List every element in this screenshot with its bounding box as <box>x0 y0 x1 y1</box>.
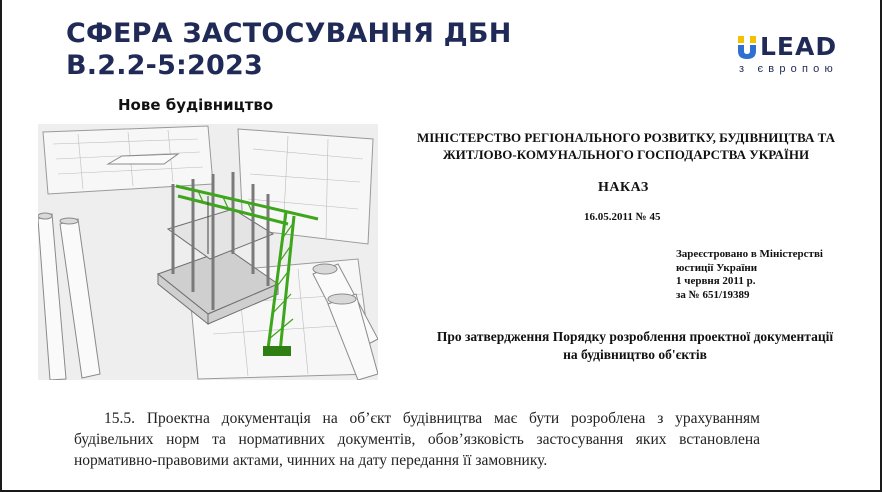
order-date-number: 16.05.2011 № 45 <box>584 211 661 223</box>
frame-left-border <box>0 0 2 492</box>
ulead-logo <box>736 34 856 78</box>
section-subtitle: Нове будівництво <box>118 96 274 114</box>
ulead-u-mark-icon <box>736 36 758 60</box>
order-heading: НАКАЗ <box>598 180 649 195</box>
slide-title: СФЕРА ЗАСТОСУВАННЯ ДБН В.2.2-5:2023 <box>66 18 512 81</box>
ministry-name: МІНІСТЕРСТВО РЕГІОНАЛЬНОГО РОЗВИТКУ, БУДІВНИЦТВА ТА ЖИТЛОВО-КОМУНАЛЬНОГО ГОСПОДАРСТВА УКРАЇНИ <box>416 130 836 162</box>
order-subject: Про затвердження Порядку розроблення проектної документації на будівництво об'єктів <box>436 329 834 362</box>
clause-15-5-text: 15.5. Проектна документація на об’єкт будівництва має бути розроблена з урахуванням будівельних норм та нормативних документів, обов’язковість застосування яких встановлена нормативно-правовими актами, чинних на дату передання її замовнику. <box>74 410 760 469</box>
registration-note: Зареєстровано в Міністерстві юстиції України 1 червня 2011 р. за № 651/19389 <box>676 248 823 301</box>
construction-blueprint-image <box>38 124 378 380</box>
logo-wordmark: LEAD <box>760 32 838 61</box>
logo-tagline: з європою <box>739 63 838 75</box>
